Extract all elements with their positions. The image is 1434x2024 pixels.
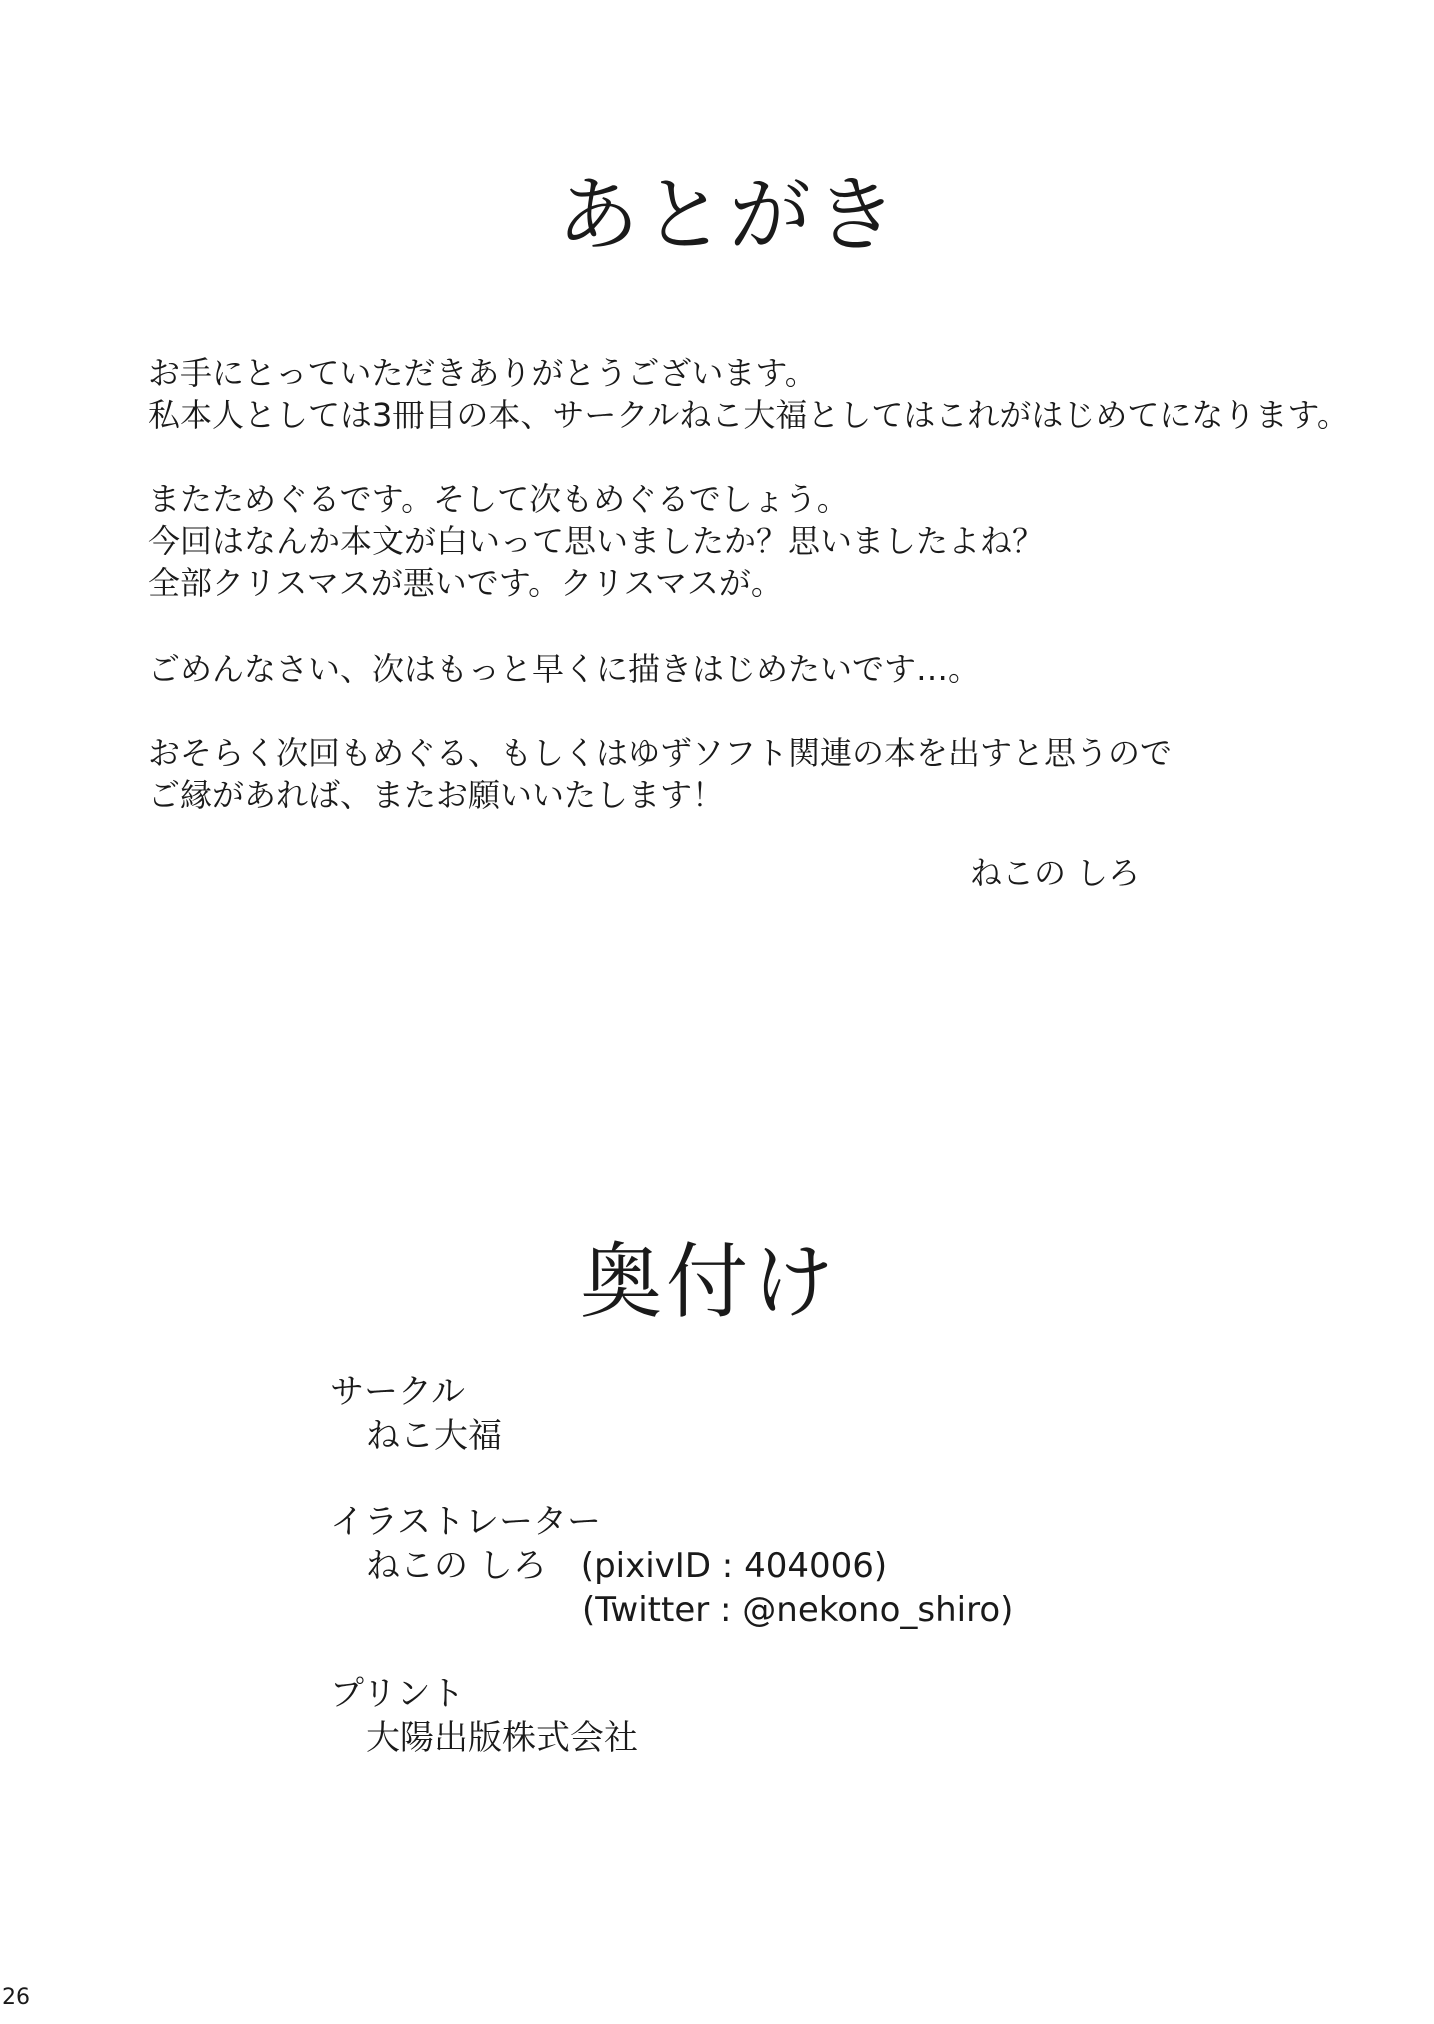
afterword-paragraph bbox=[148, 478, 1348, 604]
afterword-paragraph bbox=[148, 732, 1348, 816]
afterword-line: 今回はなんか本文が白いって思いましたか？思いましたよね？ bbox=[148, 522, 1045, 560]
afterword-line: ごめんなさい、次はもっと早くに描きはじめたいです…。 bbox=[148, 650, 981, 688]
illustrator-value: ねこの しろ (pixivID : 404006) bbox=[366, 1546, 888, 1586]
afterword-paragraph bbox=[148, 352, 1348, 436]
colophon-title: 奥付け bbox=[579, 1235, 838, 1330]
print-label: プリント bbox=[330, 1674, 465, 1714]
illustrator-twitter: (Twitter : @nekono_shiro) bbox=[582, 1590, 1014, 1630]
afterword-line: おそらく次回もめぐる、もしくはゆずソフト関連の本を出すと思うので bbox=[148, 734, 1173, 772]
afterword-line: 全部クリスマスが悪いです。クリスマスが。 bbox=[148, 564, 783, 602]
author-signature: ねこの しろ bbox=[970, 854, 1141, 892]
illustrator-label: イラストレーター bbox=[330, 1502, 601, 1542]
print-value: 大陽出版株式会社 bbox=[366, 1718, 638, 1758]
afterword-line: 私本人としては3冊目の本、サークルねこ大福としてはこれがはじめてになります。 bbox=[148, 396, 1349, 434]
afterword-paragraph bbox=[148, 648, 1348, 690]
afterword-line: お手にとっていただきありがとうございます。 bbox=[148, 354, 817, 392]
afterword-line: またためぐるです。そして次もめぐるでしょう。 bbox=[148, 480, 849, 518]
afterword-line: ご縁があれば、またお願いいたします！ bbox=[148, 776, 725, 814]
page-number: 26 bbox=[2, 1985, 30, 2010]
circle-label: サークル bbox=[330, 1372, 465, 1412]
circle-value: ねこ大福 bbox=[366, 1416, 502, 1456]
afterword-title: あとがき bbox=[556, 168, 901, 263]
